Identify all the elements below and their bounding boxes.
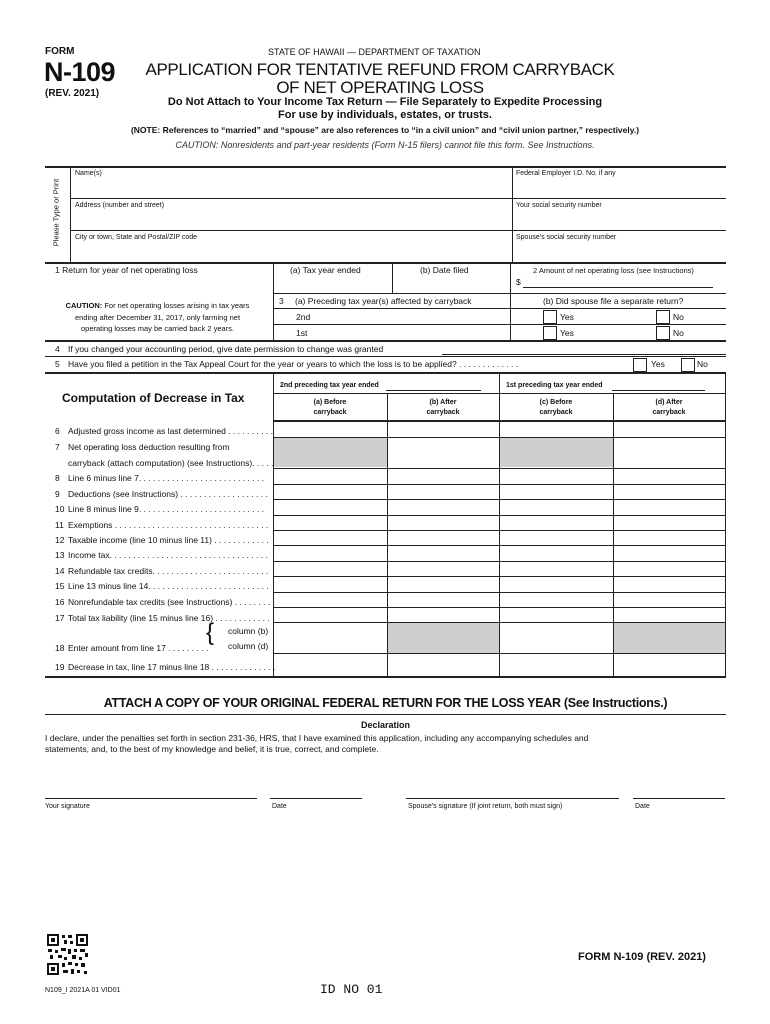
date2-label: Date (635, 803, 650, 810)
date-filed-label: (b) Date filed (420, 265, 469, 275)
first-preceding-year-label: 1st preceding tax year ended (506, 382, 603, 389)
line1-label: 1 Return for year of net operating loss (55, 265, 198, 275)
tax-year-ended-field[interactable] (276, 277, 390, 292)
line18-number: 18 (55, 643, 65, 653)
nol-amount-label: 2 Amount of net operating loss (see Instructions) (533, 266, 694, 275)
line-text: Taxable income (line 10 minus line 11) . . . . . . . . . . . . (68, 535, 269, 545)
col-d-header: (d) After carryback (652, 399, 686, 416)
first-preceding-year-field[interactable] (614, 380, 704, 390)
line18-col-d-label: column (d) (228, 641, 269, 651)
declaration-line1: I declare, under the penalties set forth in section 231-36, HRS, that I have examined this application, including any accompanying schedules and (45, 733, 589, 743)
line5-text: Have you filed a petition in the Tax Appeal Court for the year or years to which the loss is to be applied? . . . . . . . . . . . . . (68, 359, 519, 369)
spouse-signature-field[interactable] (406, 782, 619, 797)
line4-text: If you changed your accounting period, give date permission to change was granted (68, 344, 384, 354)
spouse-signature-label: Spouse’s signature (If joint return, both must sign) (408, 803, 563, 810)
ssn-label: Your social security number (516, 202, 602, 209)
line-text: Line 6 minus line 7. . . . . . . . . . . . . . . . . . . . . . . . . . . (68, 473, 265, 483)
declaration-line2: statements, and, to the best of my knowledge and belief, it is true, correct, and complete. (45, 744, 379, 754)
line-text: Net operating loss deduction resulting from (68, 442, 230, 452)
petition-no-checkbox[interactable] (681, 358, 695, 372)
line-text: Total tax liability (line 15 minus line 16) . . . . . . . . . . . . (68, 613, 270, 623)
line-number: 14 (55, 566, 65, 576)
subtitle-file-separately: Do Not Attach to Your Income Tax Return — File Separately to Expedite Processing (167, 96, 603, 108)
line18-col-b-label: column (b) (228, 626, 269, 636)
form-revision: (REV. 2021) (45, 88, 100, 99)
line-number: 16 (55, 597, 65, 607)
date1-field[interactable] (270, 782, 362, 797)
line4-number: 4 (55, 344, 60, 354)
col-a-header: (a) Before carryback (313, 399, 347, 416)
preceding-years-label: (a) Preceding tax year(s) affected by carryback (295, 296, 472, 306)
line-number: 13 (55, 550, 65, 560)
caution-farming-box (45, 300, 270, 335)
petition-yes-label: Yes (651, 359, 665, 369)
second-preceding-year-field[interactable] (388, 380, 480, 390)
line-text: Exemptions . . . . . . . . . . . . . . . . . . . . . . . . . . . . . . . . . (68, 520, 269, 530)
subtitle-individuals: For use by individuals, estates, or trusts. (278, 109, 492, 121)
date-filed-field[interactable] (395, 277, 508, 292)
line-number: 8 (55, 473, 60, 483)
spouse-1st-no-checkbox[interactable] (656, 326, 670, 340)
line-number: 11 (55, 520, 64, 530)
line-text: carryback (attach computation) (see Instructions). . . . . (68, 458, 274, 468)
line-text: Deductions (see Instructions) . . . . . . . . . . . . . . . . . . . (68, 489, 268, 499)
col-c-header: (c) Before carryback (539, 399, 573, 416)
agency-name: STATE OF HAWAII — DEPARTMENT OF TAXATION (268, 47, 481, 57)
second-preceding-year-label: 2nd preceding tax year ended (280, 382, 379, 389)
shaded-cell (274, 437, 387, 467)
first-year-field[interactable] (318, 326, 508, 339)
spouse-1st-yes-label: Yes (560, 328, 574, 338)
line3-number: 3 (279, 296, 284, 306)
spouse-1st-no-label: No (673, 328, 684, 338)
your-signature-field[interactable] (45, 782, 257, 797)
line-text: Line 8 minus line 9. . . . . . . . . . . . . . . . . . . . . . . . . . . (68, 504, 265, 514)
dollar-sign: $ (516, 277, 521, 287)
spouse-2nd-no-label: No (673, 312, 684, 322)
caution-word: CAUTION: (65, 301, 103, 310)
computation-title: Computation of Decrease in Tax (62, 391, 245, 405)
names-field[interactable] (72, 180, 510, 197)
line-number: 15 (55, 581, 65, 591)
id-number: ID NO 01 (320, 982, 383, 997)
fein-field[interactable] (514, 180, 724, 197)
spouse-2nd-no-checkbox[interactable] (656, 310, 670, 324)
attach-federal-return: ATTACH A COPY OF YOUR ORIGINAL FEDERAL RETURN FOR THE LOSS YEAR (See Instructions.) (103, 696, 668, 710)
city-field[interactable] (72, 244, 510, 261)
spouse-2nd-yes-checkbox[interactable] (543, 310, 557, 324)
caution-line2: ending after December 31, 2017, only farming net (74, 312, 241, 322)
petition-yes-checkbox[interactable] (633, 358, 647, 372)
line5-number: 5 (55, 359, 60, 369)
line18-text: Enter amount from line 17 . . . . . . . . . (68, 643, 209, 653)
line-number: 10 (55, 504, 65, 514)
line-text: Line 13 minus line 14. . . . . . . . . . . . . . . . . . . . . . . . . . (68, 581, 269, 591)
col-b-header: (b) After carryback (426, 399, 460, 416)
first-year-label: 1st (296, 328, 308, 338)
shaded-cell (500, 437, 613, 467)
city-label: City or town, State and Postal/ZIP code (75, 234, 198, 241)
second-year-field[interactable] (318, 310, 508, 323)
footer-form-label: FORM N-109 (REV. 2021) (578, 951, 706, 963)
line-number: 9 (55, 489, 60, 499)
petition-no-label: No (697, 359, 708, 369)
line-number: 17 (55, 613, 65, 623)
your-signature-label: Your signature (45, 803, 90, 810)
declaration-title: Declaration (360, 720, 411, 730)
shaded-cell (614, 622, 725, 653)
form-number: N-109 (44, 57, 116, 87)
address-field[interactable] (72, 212, 510, 229)
second-year-label: 2nd (296, 312, 311, 322)
form-title-line2: OF NET OPERATING LOSS (276, 78, 484, 97)
date2-field[interactable] (633, 782, 725, 797)
caution-nonresidents: CAUTION: Nonresidents and part-year residents (Form N-15 filers) cannot file this form. See Instructions. (175, 140, 595, 150)
form-title-line1: APPLICATION FOR TENTATIVE REFUND FROM CARRYBACK (145, 60, 615, 79)
line-text: Adjusted gross income as last determined . . . . . . . . . . (68, 426, 274, 436)
spouse-ssn-field[interactable] (514, 244, 724, 261)
spouse-ssn-label: Spouse’s social security number (516, 234, 617, 241)
shaded-cell (388, 622, 499, 653)
date1-label: Date (272, 803, 287, 810)
nol-amount-field[interactable] (524, 276, 712, 287)
line-text: Refundable tax credits. . . . . . . . . . . . . . . . . . . . . . . . . (68, 566, 269, 576)
please-type-label: Please Type or Print (51, 178, 61, 247)
line19-number: 19 (55, 662, 65, 672)
qr-code-icon (46, 933, 89, 976)
address-label: Address (number and street) (75, 202, 165, 209)
line-text: Income tax. . . . . . . . . . . . . . . . . . . . . . . . . . . . . . . . . . (68, 550, 268, 560)
spouse-2nd-yes-label: Yes (560, 312, 574, 322)
spouse-1st-yes-checkbox[interactable] (543, 326, 557, 340)
form-code: N109_I 2021A 01 VID01 (45, 987, 121, 994)
line-text: Nonrefundable tax credits (see Instructions) . . . . . . . . . (68, 597, 275, 607)
period-change-date-field[interactable] (444, 343, 724, 354)
line-number: 7 (55, 442, 60, 452)
ssn-field[interactable] (514, 212, 724, 229)
line-number: 6 (55, 426, 60, 436)
names-label: Name(s) (75, 170, 102, 177)
fein-label: Federal Employer I.D. No. if any (516, 170, 616, 177)
line-number: 12 (55, 535, 65, 545)
brace-glyph: { (206, 619, 215, 646)
line19-text: Decrease in tax, line 17 minus line 18 . . . . . . . . . . . . . . (68, 662, 276, 672)
caution-line3: operating losses may be carried back 2 years. (81, 324, 234, 333)
caution-line1: For net operating losses arising in tax years (104, 301, 250, 310)
form-word: FORM (45, 46, 75, 57)
tax-year-ended-label: (a) Tax year ended (290, 265, 361, 275)
note-civil-union: (NOTE: References to “married” and “spouse” are also references to “in a civil union” and “civil union partner,” respectively.) (130, 125, 640, 135)
spouse-separate-label: (b) Did spouse file a separate return? (543, 296, 684, 306)
